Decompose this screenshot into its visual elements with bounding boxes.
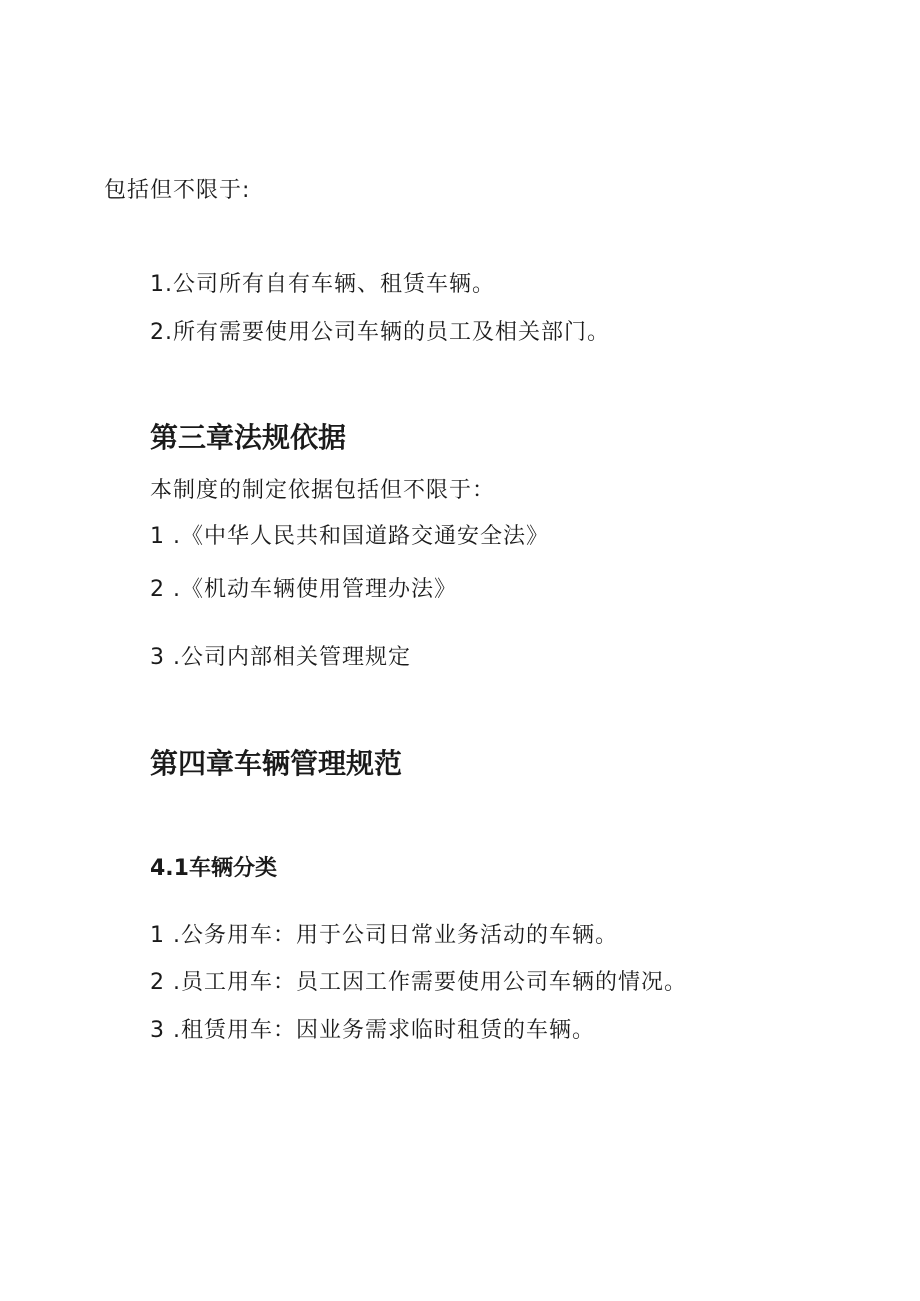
list-item: 1 .公务用车：用于公司日常业务活动的车辆。 bbox=[150, 923, 618, 948]
list-item: 1.公司所有自有车辆、租赁车辆。 bbox=[150, 272, 495, 297]
intro-lead: 包括但不限于: bbox=[104, 178, 251, 203]
list-item: 3 .公司内部相关管理规定 bbox=[150, 645, 411, 670]
list-item: 3 .租赁用车：因业务需求临时租赁的车辆。 bbox=[150, 1018, 595, 1043]
chapter-3-title: 第三章法规依据 bbox=[150, 421, 347, 454]
list-item: 2 .《机动车辆使用管理办法》 bbox=[150, 577, 457, 602]
chapter-4-title: 第四章车辆管理规范 bbox=[150, 747, 403, 780]
section-4-1-title: 4.1车辆分类 bbox=[150, 856, 277, 881]
list-item: 1 .《中华人民共和国道路交通安全法》 bbox=[150, 524, 549, 549]
chapter-3-lead: 本制度的制定依据包括但不限于： bbox=[150, 478, 496, 503]
list-item: 2 .员工用车：员工因工作需要使用公司车辆的情况。 bbox=[150, 970, 687, 995]
list-item: 2.所有需要使用公司车辆的员工及相关部门。 bbox=[150, 320, 610, 345]
